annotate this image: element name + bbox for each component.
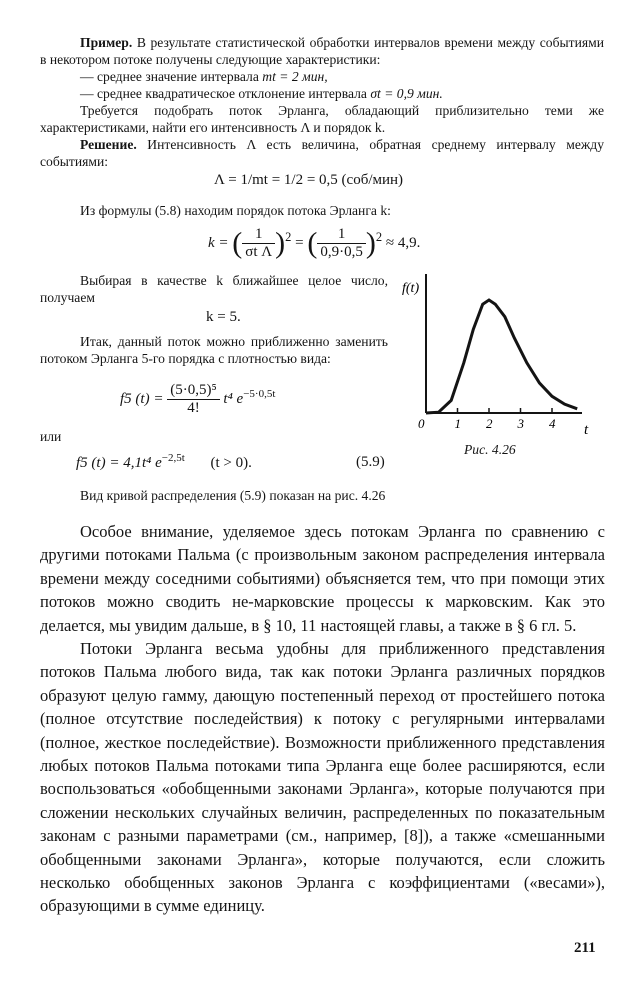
example-task: Требуется подобрать поток Эрланга, обладающий приблизительно теми же характеристиками, найти его интенсивность Λ и порядок k.	[40, 103, 604, 135]
f5b-exp: −2,5t	[161, 452, 185, 464]
k-eq: =	[295, 234, 304, 251]
eq-number: (5.9)	[356, 454, 385, 470]
example-item-2	[40, 85, 604, 102]
paren-open-1: (	[232, 226, 243, 260]
f5-exp: −5·0,5t	[243, 387, 276, 400]
x-tick-label: 2	[486, 416, 493, 431]
frac-1-den: σt Λ	[245, 244, 273, 260]
f5b-cond: (t > 0).	[210, 455, 252, 471]
curve-text: Вид кривой распределения (5.9) показан на рис. 4.26	[80, 488, 386, 503]
item2-text: — среднее квадратическое отклонение интервала	[80, 86, 367, 101]
body-paragraph-2: Потоки Эрланга весьма удобны для приближенного представления потоков Пальма любого вида, так как потоки Эрланга различных порядков образуют целую гамму, дающую постепенный переход от простейшего потока (полное отсутствие последействия) к потоку с регулярными интервалами (полное, жесткое последействие). Возможности приближенного представления любых потоков Пальма потоками типа Эрланга еще более расширяются, если воспользоваться «обобщенными законами Эрланга», которые получаются при сложении нескольких случайных величин, распределенных по показательным законам с разными параметрами (см., например, [8]), а также «смешанными обобщенными законами Эрланга», которые получаются, если сложить несколько обобщенных законов Эрланга с коэффициентами («весами»), образующими в сумме единицу.	[40, 639, 605, 916]
choose-text: Выбирая в качестве k ближайшее целое число, получаем	[40, 273, 388, 305]
frac-2	[317, 226, 366, 261]
frac-2-num: 1	[317, 226, 366, 244]
y-axis-label: f(t)	[402, 281, 420, 296]
item2-formula: σt = 0,9 мин.	[370, 86, 443, 101]
x-tick-label: 0	[418, 416, 425, 431]
paren-close-2: )	[365, 226, 376, 260]
frac-1	[242, 226, 275, 261]
item1-formula: mt = 2 мин,	[262, 69, 328, 84]
figure-caption: Рис. 4.26	[464, 442, 516, 457]
f5-rhs: t⁴ e	[223, 390, 244, 407]
f5-den: 4!	[187, 400, 200, 416]
solution-text-2: Из формулы (5.8) находим порядок потока Эрланга k:	[80, 203, 391, 218]
lambda-formula: Λ = 1/mt = 1/2 = 0,5 (соб/мин)	[214, 172, 404, 188]
paren-open-2: (	[307, 226, 318, 260]
solution-text: Интенсивность Λ есть величина, обратная среднему интервалу между событиями:	[40, 137, 604, 169]
frac-1-num: 1	[242, 226, 275, 244]
exp-2: 2	[375, 229, 383, 244]
f5b-lhs: f5 (t) = 4,1t⁴ e	[76, 455, 162, 471]
example-text: В результате статистической обработки интервалов времени между событиями в некотором потоке получены следующие характеристики:	[40, 35, 604, 67]
replace-text: Итак, данный поток можно приближенно заменить потоком Эрланга 5-го порядка с плотностью вида:	[40, 334, 388, 366]
page-number: 211	[574, 940, 596, 956]
frac-2-den: 0,9·0,5	[320, 244, 363, 260]
paren-close-1: )	[275, 226, 286, 260]
f5-lhs: f5 (t) =	[120, 390, 164, 407]
body-paragraph-1: Особое внимание, уделяемое здесь потокам Эрланга по сравнению с другими потоками Пальма (с произвольным законом распределения интервала времени между соседними событиями) объясняется тем, что при помощи этих потоков можно сводить не-марковские процессы к марковским. Как это делается, мы увидим дальше, в § 10, 11 настоящей главы, а также в § 6 гл. 5.	[40, 522, 605, 635]
f5-num: (5·0,5)⁵	[167, 382, 219, 400]
figure-4-26	[396, 268, 616, 458]
f5-formula	[120, 382, 275, 417]
density-curve	[426, 300, 577, 413]
example-paragraph	[40, 34, 604, 68]
example-lead: Пример.	[80, 35, 133, 50]
exp-1: 2	[285, 229, 292, 244]
k-lhs: k =	[208, 234, 229, 251]
solution-paragraph	[40, 136, 604, 170]
solution-lead: Решение.	[80, 137, 137, 152]
k-approx: ≈ 4,9.	[385, 234, 421, 251]
x-axis-label: t	[584, 422, 589, 438]
or-text: или	[40, 429, 62, 444]
f5-frac	[167, 382, 219, 417]
x-tick-label: 4	[549, 416, 556, 431]
k-result: k = 5.	[206, 309, 241, 325]
k-formula	[208, 226, 420, 261]
x-tick-label: 3	[517, 416, 524, 431]
x-tick-label: 1	[454, 416, 461, 431]
item1-text: — среднее значение интервала	[80, 69, 259, 84]
example-item-1	[40, 68, 604, 85]
f5b-formula	[76, 452, 252, 472]
